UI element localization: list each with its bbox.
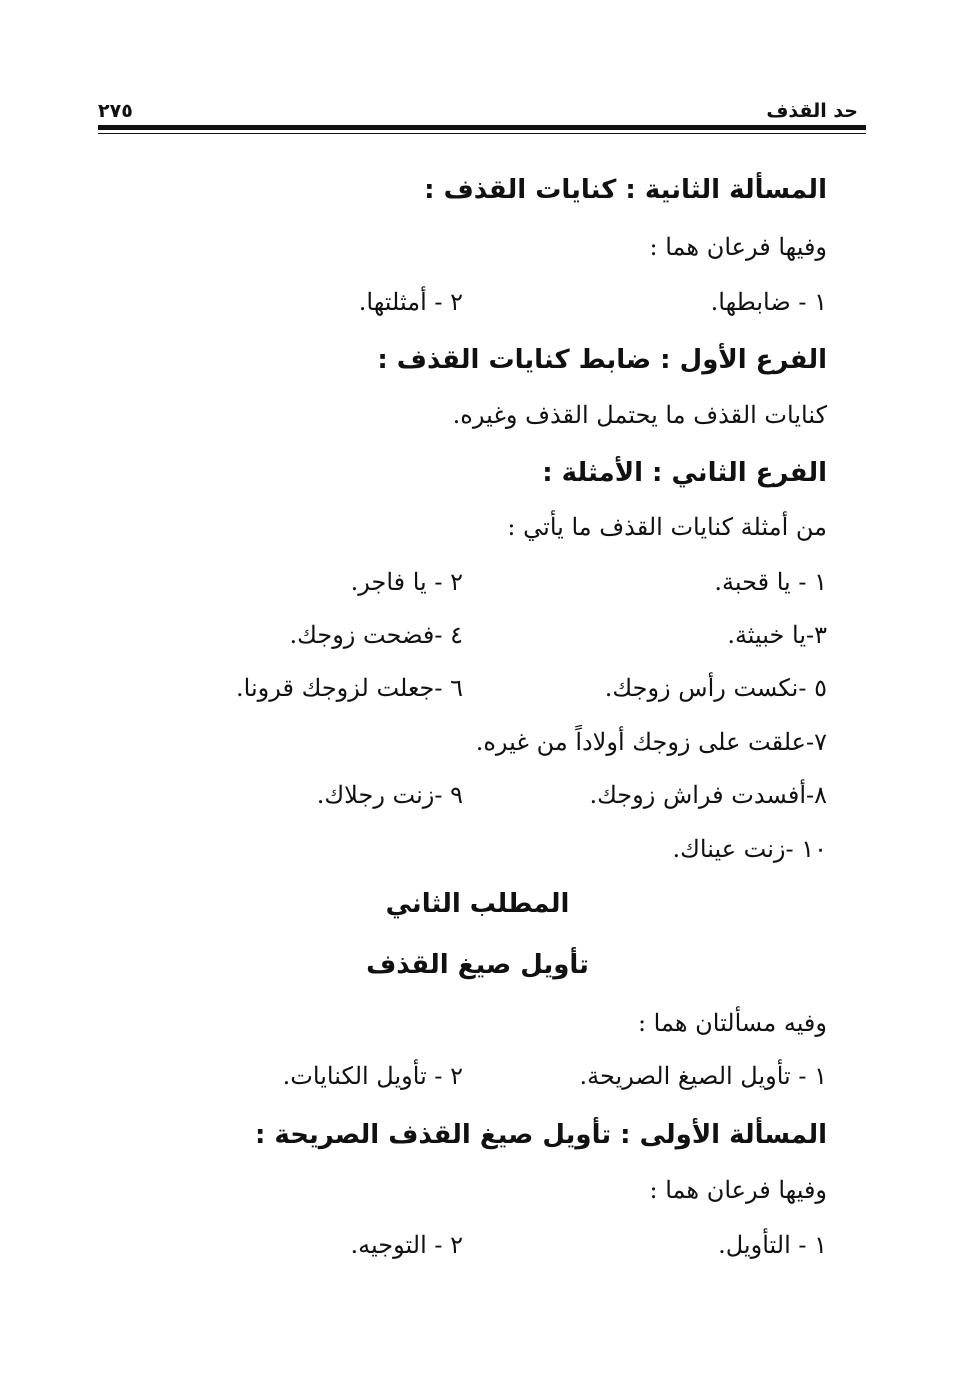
list-item: ٢ - التوجيه. — [350, 1231, 463, 1259]
example-item: ٢ - يا فاجر. — [350, 568, 463, 596]
list-item: ١ - ضابطها. — [710, 288, 827, 316]
example-item: ٧-علقت على زوجك أولاداً من غيره. — [475, 728, 827, 756]
branch-heading-amthila: الفرع الثاني : الأمثلة : — [542, 458, 827, 488]
branch-heading-dabit: الفرع الأول : ضابط كنايات القذف : — [377, 345, 827, 375]
example-item: ٩ -زنت رجلاك. — [316, 781, 463, 809]
branch-text: كنايات القذف ما يحتمل القذف وغيره. — [452, 401, 827, 429]
example-item: ٣-يا خبيثة. — [727, 621, 827, 649]
matlab-title: تأويل صيغ القذف — [366, 950, 589, 980]
header-rule-thick — [98, 125, 866, 130]
example-item: ١٠ -زنت عيناك. — [672, 835, 827, 863]
section-intro: وفيها فرعان هما : — [649, 233, 827, 261]
section-intro: وفيها فرعان هما : — [649, 1176, 827, 1204]
example-item: ١ - يا قحبة. — [714, 568, 827, 596]
list-item: ١ - التأويل. — [718, 1231, 827, 1259]
section-heading-tawil: المسألة الأولى : تأويل صيغ القذف الصريحة : — [254, 1120, 827, 1150]
running-header-title: حد القذف — [766, 100, 858, 122]
example-item: ٨-أفسدت فراش زوجك. — [589, 781, 827, 809]
header-rule-thin — [98, 133, 866, 134]
list-item: ١ - تأويل الصيغ الصريحة. — [579, 1062, 827, 1090]
matlab-intro: وفيه مسألتان هما : — [637, 1009, 827, 1037]
matlab-heading: المطلب الثاني — [385, 889, 570, 919]
list-item: ٢ - تأويل الكنايات. — [282, 1062, 463, 1090]
list-item: ٢ - أمثلتها. — [358, 288, 463, 316]
example-item: ٦ -جعلت لزوجك قرونا. — [236, 674, 463, 702]
branch-intro: من أمثلة كنايات القذف ما يأتي : — [507, 513, 827, 541]
example-item: ٤ -فضحت زوجك. — [289, 621, 463, 649]
section-heading-kinayat: المسألة الثانية : كنايات القذف : — [424, 175, 827, 205]
page-number: ٢٧٥ — [98, 100, 133, 122]
example-item: ٥ -نكست رأس زوجك. — [604, 674, 827, 702]
